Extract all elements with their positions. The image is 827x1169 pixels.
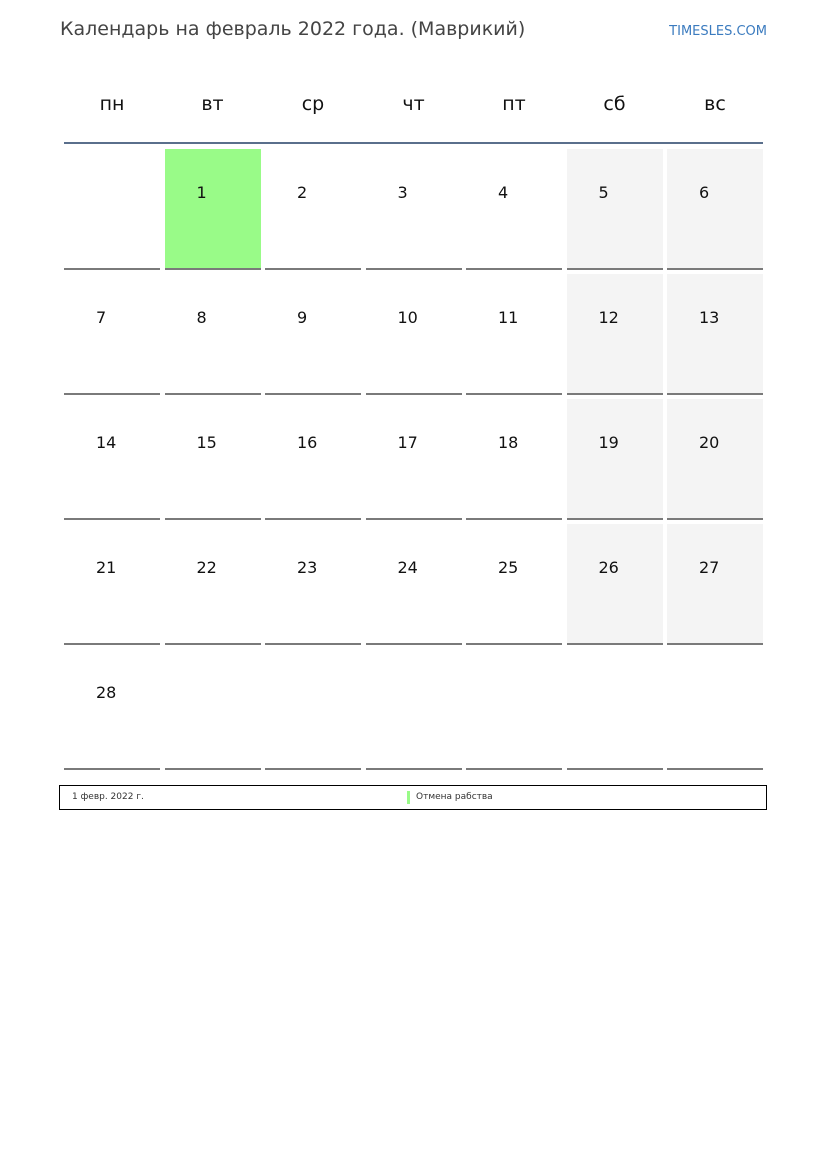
day-cell-empty xyxy=(265,649,361,770)
day-number: 26 xyxy=(598,558,619,577)
day-cell[interactable] xyxy=(64,649,160,770)
day-number: 5 xyxy=(598,183,609,202)
day-cell[interactable] xyxy=(466,399,562,520)
day-number: 24 xyxy=(397,558,418,577)
day-number: 7 xyxy=(96,308,107,327)
day-cell-empty xyxy=(667,649,763,770)
day-number: 19 xyxy=(598,433,619,452)
weekday-wednesday: ср xyxy=(301,93,325,115)
day-number: 11 xyxy=(498,308,519,327)
day-number: 1 xyxy=(196,183,207,202)
site-link[interactable]: TIMESLES.COM xyxy=(669,24,767,39)
day-number: 17 xyxy=(397,433,418,452)
day-cell[interactable] xyxy=(165,274,261,395)
holiday-legend xyxy=(59,785,767,810)
day-cell[interactable] xyxy=(64,524,160,645)
day-cell[interactable] xyxy=(366,149,462,270)
holiday-color-marker xyxy=(407,791,410,804)
day-number: 21 xyxy=(96,558,117,577)
day-cell[interactable] xyxy=(265,399,361,520)
day-cell-weekend[interactable] xyxy=(567,149,663,270)
page-title: Календарь на февраль 2022 года. (Маврикий) xyxy=(60,18,526,40)
day-number: 25 xyxy=(498,558,519,577)
day-number: 20 xyxy=(699,433,720,452)
day-cell[interactable] xyxy=(265,149,361,270)
day-number: 18 xyxy=(498,433,519,452)
day-number: 16 xyxy=(297,433,318,452)
day-cell-empty xyxy=(466,649,562,770)
legend-holiday-name: Отмена рабства xyxy=(416,792,493,802)
day-cell[interactable] xyxy=(64,274,160,395)
day-cell[interactable] xyxy=(165,524,261,645)
day-cell-empty xyxy=(567,649,663,770)
day-cell[interactable] xyxy=(366,399,462,520)
weekday-tuesday: вт xyxy=(201,93,224,115)
day-number: 27 xyxy=(699,558,720,577)
weekday-friday: пт xyxy=(502,93,526,115)
day-cell[interactable] xyxy=(366,274,462,395)
weekday-saturday: сб xyxy=(603,93,626,115)
day-number: 14 xyxy=(96,433,117,452)
day-cell[interactable] xyxy=(64,399,160,520)
header-divider xyxy=(64,142,763,144)
weekday-sunday: вс xyxy=(704,93,726,115)
day-number: 28 xyxy=(96,683,117,702)
day-cell-holiday[interactable] xyxy=(165,149,261,270)
day-cell-weekend[interactable] xyxy=(667,274,763,395)
day-cell[interactable] xyxy=(466,274,562,395)
day-cell-weekend[interactable] xyxy=(667,149,763,270)
weekday-thursday: чт xyxy=(402,93,425,115)
day-cell-weekend[interactable] xyxy=(567,274,663,395)
day-number: 6 xyxy=(699,183,710,202)
day-number: 15 xyxy=(196,433,217,452)
day-cell-weekend[interactable] xyxy=(567,524,663,645)
day-cell-empty xyxy=(64,149,160,270)
day-cell[interactable] xyxy=(366,524,462,645)
weekday-monday: пн xyxy=(99,93,125,115)
day-number: 10 xyxy=(397,308,418,327)
day-number: 2 xyxy=(297,183,308,202)
day-number: 12 xyxy=(598,308,619,327)
calendar-grid xyxy=(64,149,763,770)
day-cell[interactable] xyxy=(165,399,261,520)
day-number: 23 xyxy=(297,558,318,577)
day-number: 13 xyxy=(699,308,720,327)
day-cell-weekend[interactable] xyxy=(667,399,763,520)
day-cell-empty xyxy=(366,649,462,770)
weekday-header xyxy=(64,80,763,128)
day-cell[interactable] xyxy=(466,524,562,645)
day-number: 4 xyxy=(498,183,509,202)
day-number: 8 xyxy=(196,308,207,327)
day-number: 22 xyxy=(196,558,217,577)
day-cell-weekend[interactable] xyxy=(567,399,663,520)
day-number: 9 xyxy=(297,308,308,327)
day-number: 3 xyxy=(397,183,408,202)
day-cell[interactable] xyxy=(466,149,562,270)
day-cell-empty xyxy=(165,649,261,770)
legend-date: 1 февр. 2022 г. xyxy=(72,792,144,802)
day-cell[interactable] xyxy=(265,274,361,395)
day-cell-weekend[interactable] xyxy=(667,524,763,645)
day-cell[interactable] xyxy=(265,524,361,645)
